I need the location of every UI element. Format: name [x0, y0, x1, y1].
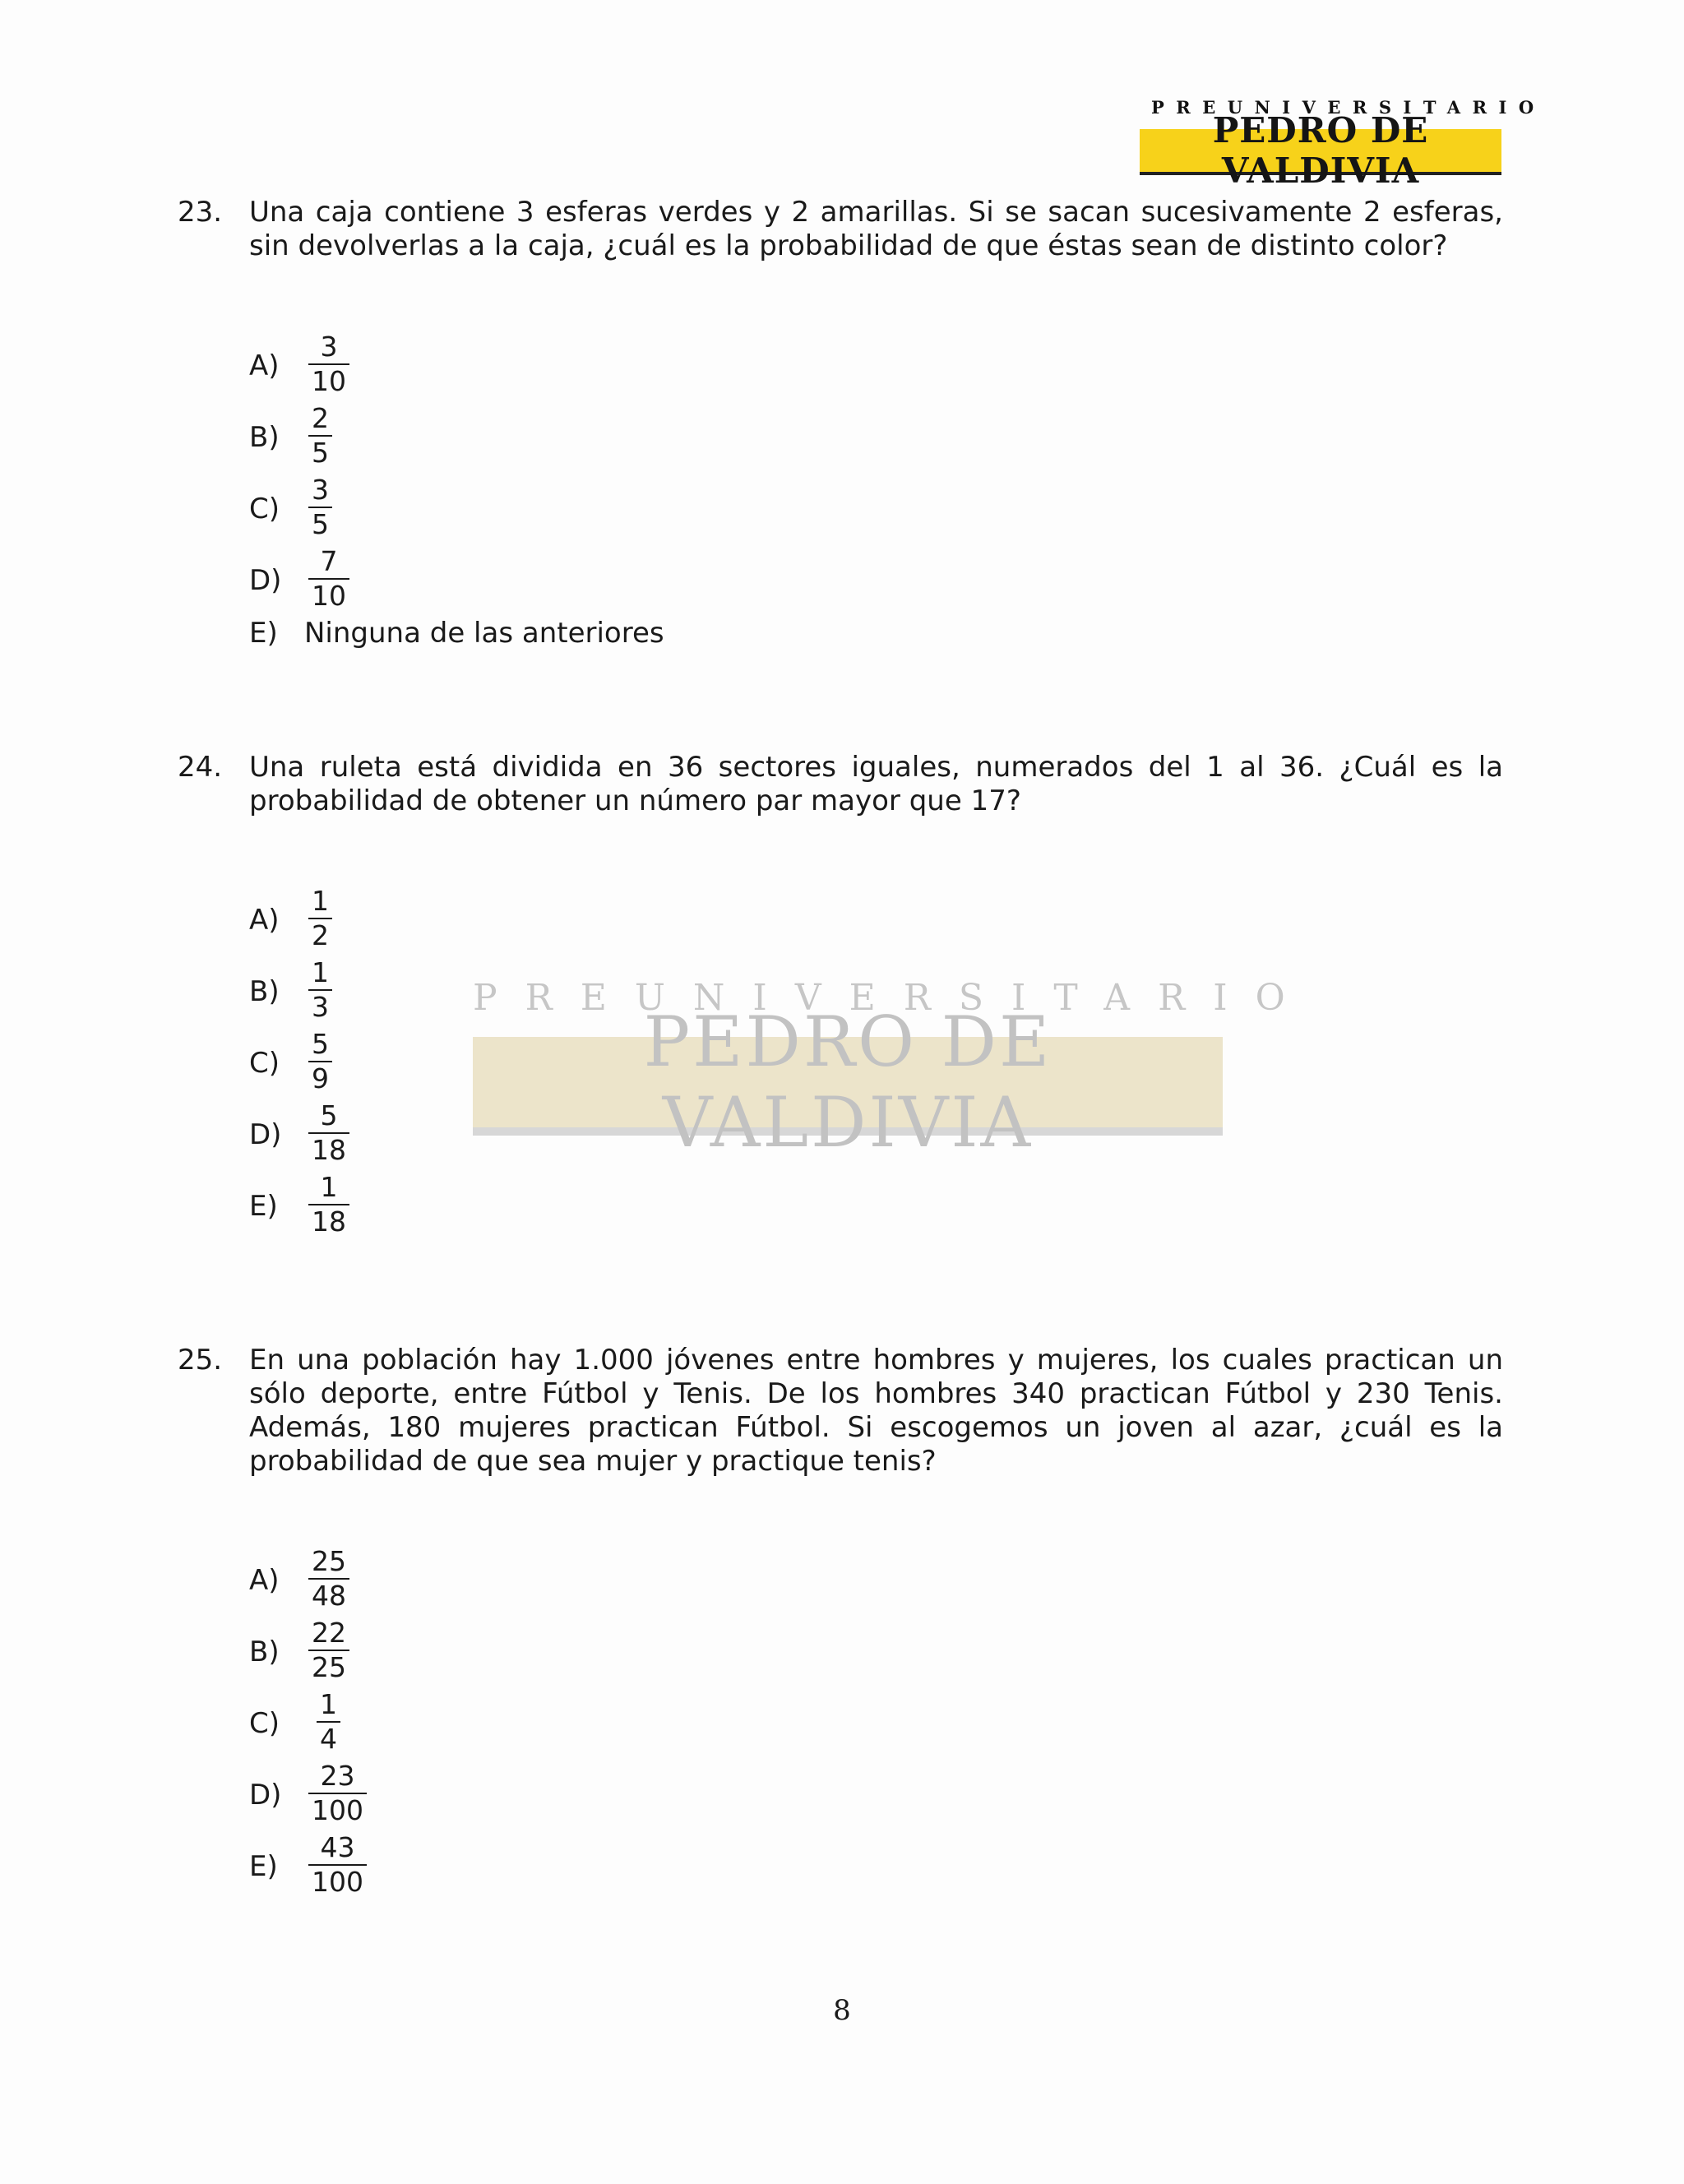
question-stem: Una ruleta está dividida en 36 sectores iguales, numerados del 1 al 36. ¿Cuál es la probabilidad de obtener un número par mayor que 17?	[249, 751, 1503, 817]
fraction-denominator: 18	[312, 1134, 346, 1166]
option-letter: E)	[249, 617, 278, 650]
fraction-numerator: 1	[312, 885, 329, 917]
fraction-denominator: 9	[312, 1062, 329, 1094]
logo-top-text: PREUNIVERSITARIO	[1151, 97, 1546, 118]
option-letter: D)	[249, 564, 282, 597]
logo-band	[1140, 110, 1501, 191]
fraction-numerator: 7	[320, 545, 338, 577]
fraction-denominator: 10	[312, 365, 346, 397]
fraction	[308, 474, 332, 541]
header-logo	[1140, 97, 1546, 191]
fraction-numerator: 43	[320, 1831, 355, 1863]
watermark-band	[473, 1002, 1223, 1163]
fraction	[308, 402, 332, 470]
fraction-denominator: 5	[312, 437, 329, 469]
fraction-denominator: 2	[312, 919, 329, 951]
page-number: 8	[833, 1994, 851, 2027]
question-number: 23.	[178, 196, 223, 229]
fraction	[308, 956, 332, 1024]
fraction-numerator: 1	[320, 1688, 337, 1720]
option-letter: B)	[249, 421, 280, 454]
fraction	[317, 1688, 340, 1756]
fraction-numerator: 1	[312, 956, 329, 988]
option-letter: C)	[249, 1047, 280, 1080]
fraction-numerator: 5	[312, 1028, 329, 1060]
fraction-denominator: 18	[312, 1205, 346, 1238]
option-letter: D)	[249, 1118, 282, 1151]
option-letter: A)	[249, 349, 280, 382]
watermark-main-text: PEDRO DE VALDIVIA	[643, 1002, 1052, 1163]
question-stem: En una población hay 1.000 jóvenes entre hombres y mujeres, los cuales practican un sólo deporte, entre Fútbol y Tenis. De los hombres 340 practican Fútbol y 230 Tenis. Además, 180 mujeres practican Fútbol. Si escogemos un joven al azar, ¿cuál es la probabilidad de que sea mujer y practique tenis?	[249, 1344, 1503, 1478]
question-number: 25.	[178, 1344, 223, 1377]
fraction-numerator: 1	[320, 1171, 338, 1203]
option-letter: B)	[249, 1636, 280, 1668]
fraction	[308, 1028, 332, 1095]
fraction	[308, 1099, 349, 1167]
fraction-numerator: 25	[312, 1545, 346, 1577]
fraction	[308, 545, 349, 613]
fraction-denominator: 100	[312, 1866, 363, 1898]
fraction	[308, 1760, 367, 1827]
fraction-numerator: 2	[312, 402, 329, 434]
fraction-numerator: 22	[312, 1617, 346, 1649]
question-number: 24.	[178, 751, 223, 784]
watermark-top-text: PREUNIVERSITARIO	[473, 977, 1313, 1019]
watermark-logo	[473, 977, 1313, 1163]
option-letter: D)	[249, 1779, 282, 1812]
fraction-denominator: 10	[312, 580, 346, 612]
option-letter: A)	[249, 1564, 280, 1597]
fraction	[308, 1831, 367, 1899]
option-letter: E)	[249, 1850, 278, 1883]
question-stem: Una caja contiene 3 esferas verdes y 2 amarillas. Si se sacan sucesivamente 2 esferas, sin devolverlas a la caja, ¿cuál es la probabilidad de que éstas sean de distinto color?	[249, 196, 1503, 262]
fraction-numerator: 23	[320, 1760, 355, 1792]
fraction	[308, 885, 332, 952]
fraction-denominator: 25	[312, 1651, 346, 1683]
fraction-denominator: 5	[312, 508, 329, 540]
option-letter: E)	[249, 1190, 278, 1223]
option-text: Ninguna de las anteriores	[304, 617, 664, 650]
fraction	[308, 1171, 349, 1238]
fraction	[308, 331, 349, 398]
fraction-denominator: 48	[312, 1580, 346, 1612]
option-letter: C)	[249, 493, 280, 525]
fraction-denominator: 4	[320, 1723, 337, 1755]
option-letter: B)	[249, 975, 280, 1008]
logo-main-text: PEDRO DE VALDIVIA	[1212, 110, 1429, 191]
fraction	[308, 1545, 349, 1613]
fraction-numerator: 3	[312, 474, 329, 506]
fraction	[308, 1617, 349, 1684]
fraction-denominator: 100	[312, 1794, 363, 1826]
fraction-numerator: 3	[320, 331, 338, 363]
option-letter: C)	[249, 1707, 280, 1740]
fraction-denominator: 3	[312, 991, 329, 1023]
fraction-numerator: 5	[320, 1099, 338, 1131]
option-letter: A)	[249, 904, 280, 937]
